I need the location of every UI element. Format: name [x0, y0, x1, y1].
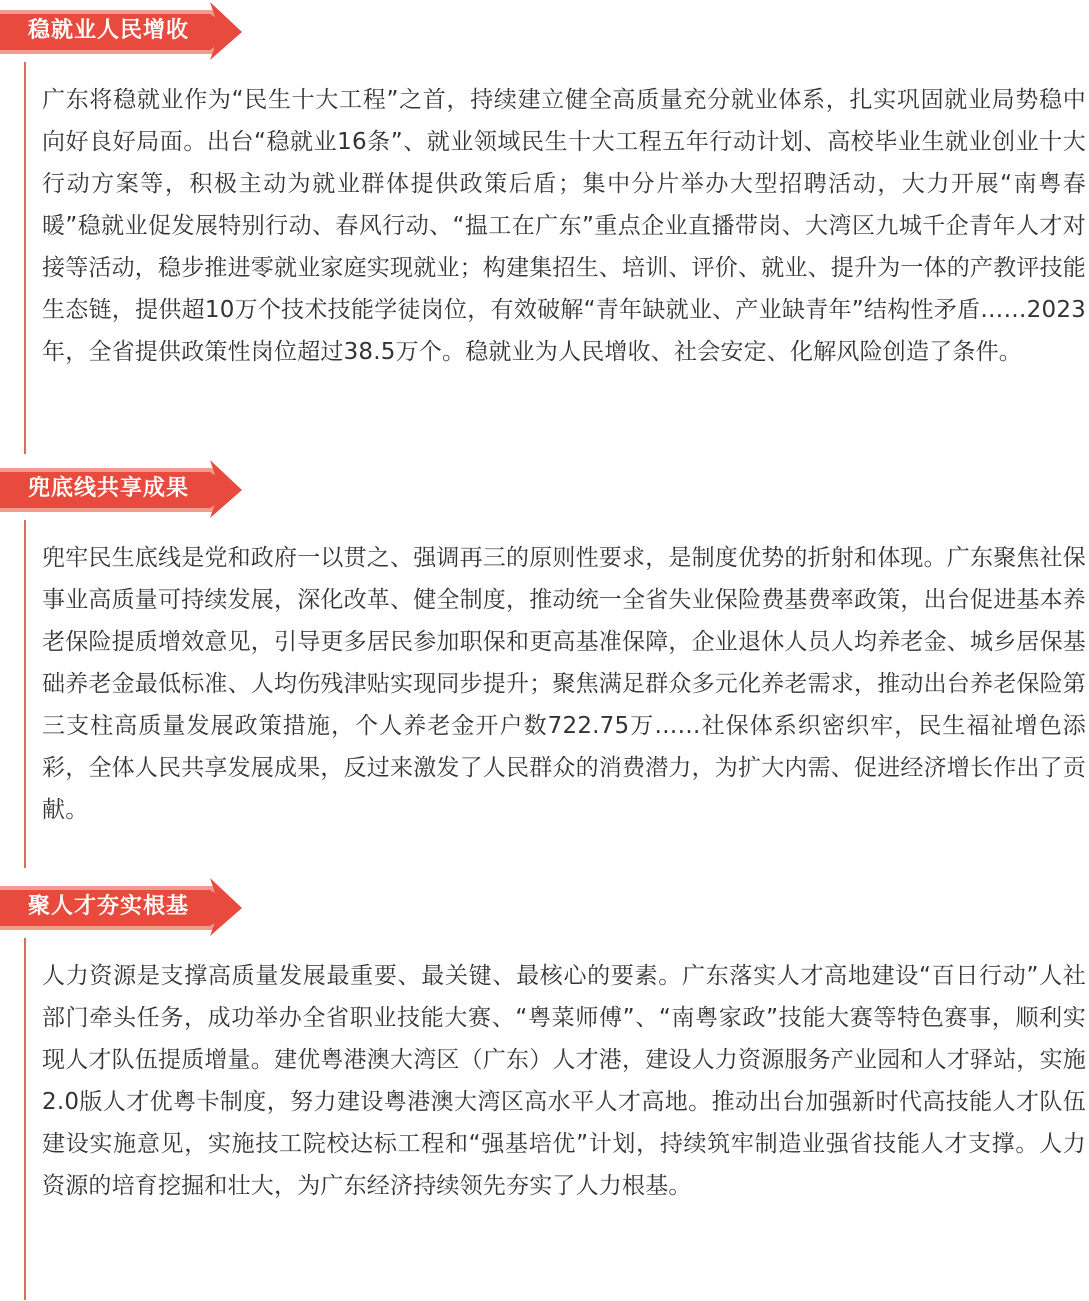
- section-banner: [0, 0, 242, 60]
- section-paragraph: 兜牢民生底线是党和政府一以贯之、强调再三的原则性要求，是制度优势的折射和体现。广东聚焦社保事业高质量可持续发展，深化改革、健全制度，推动统一全省失业保险费基费率政策，出台促进基本养老保险提质增效意见，引导更多居民参加职保和更高基准保障，企业退休人员人均养老金、城乡居保基础养老金最低标准、人均伤残津贴实现同步提升；聚焦满足群众多元化养老需求，推动出台养老保险第三支柱高质量发展政策措施，个人养老金开户数722.75万……社保体系织密织牢，民生福祉增色添彩，全体人民共享发展成果，反过来激发了人民群众的消费潜力，为扩大内需、促进经济增长作出了贡献。: [42, 545, 1086, 823]
- section-title: 稳就业人民增收: [28, 18, 190, 43]
- section-divider-line: [24, 520, 26, 868]
- section-divider-line: [24, 62, 26, 454]
- section-title: 聚人才夯实根基: [28, 894, 190, 919]
- section-banner: [0, 876, 242, 936]
- section-divider-line: [24, 938, 26, 1300]
- section-paragraph: 广东将稳就业作为“民生十大工程”之首，持续建立健全高质量充分就业体系，扎实巩固就业局势稳中向好良好局面。出台“稳就业16条”、就业领域民生十大工程五年行动计划、高校毕业生就业创业十大行动方案等，积极主动为就业群体提供政策后盾；集中分片举办大型招聘活动，大力开展“南粤春暖”稳就业促发展特别行动、春风行动、“揾工在广东”重点企业直播带岗、大湾区九城千企青年人才对接等活动，稳步推进零就业家庭实现就业；构建集招生、培训、评价、就业、提升为一体的产教评技能生态链，提供超10万个技术技能学徒岗位，有效破解“青年缺就业、产业缺青年”结构性矛盾……2023年，全省提供政策性岗位超过38.5万个。稳就业为人民增收、社会安定、化解风险创造了条件。: [42, 87, 1086, 365]
- section-banner: [0, 458, 242, 518]
- section-paragraph: 人力资源是支撑高质量发展最重要、最关键、最核心的要素。广东落实人才高地建设“百日行动”人社部门牵头任务，成功举办全省职业技能大赛、“粤菜师傅”、“南粤家政”技能大赛等特色赛事，顺利实现人才队伍提质增量。建优粤港澳大湾区（广东）人才港，建设人力资源服务产业园和人才驿站，实施2.0版人才优粤卡制度，努力建设粤港澳大湾区高水平人才高地。推动出台加强新时代高技能人才队伍建设实施意见，实施技工院校达标工程和“强基培优”计划，持续筑牢制造业强省技能人才支撑。人力资源的培育挖掘和壮大，为广东经济持续领先夯实了人力根基。: [42, 963, 1086, 1199]
- section-title: 兜底线共享成果: [28, 476, 190, 501]
